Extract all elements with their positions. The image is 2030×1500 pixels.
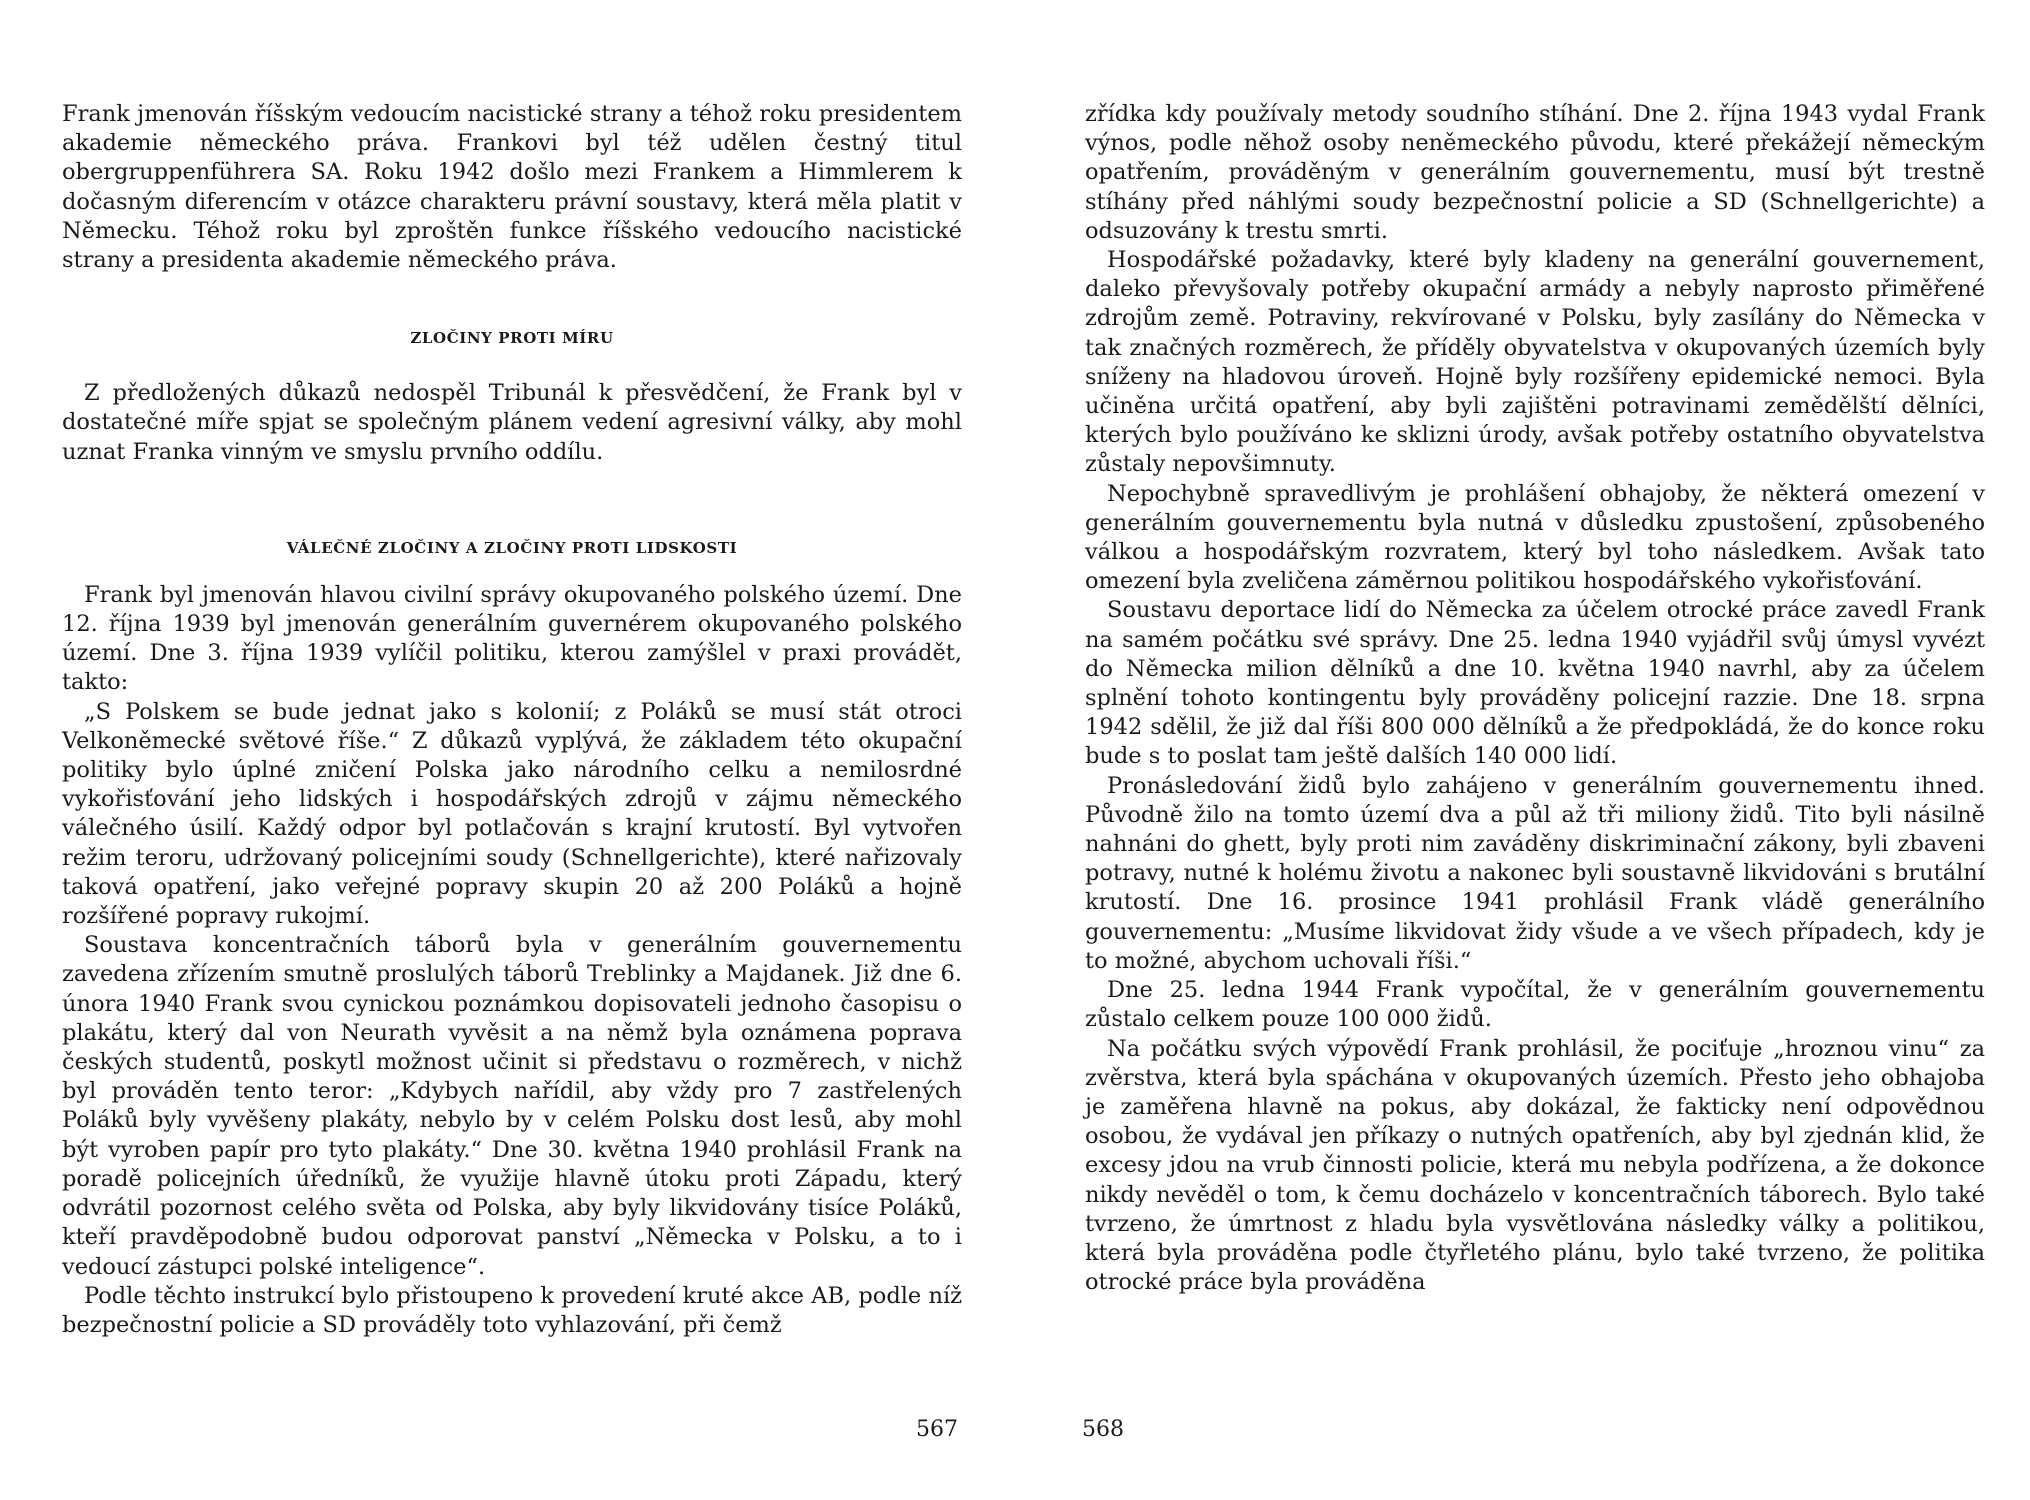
paragraph: Dne 25. ledna 1944 Frank vypočítal, že v generálním gouvernementu zůstalo celkem pouze 100 000 židů. (1085, 977, 1985, 1033)
paragraph: Z předložených důkazů nedospěl Tribunál k přesvědčení, že Frank byl v dostatečné míře spjat se společným plánem vedení agresivní války, aby mohl uznat Franka vinným ve smyslu prvního oddílu. (62, 380, 962, 465)
paragraph-continuation: zřídka kdy používaly metody soudního stíhání. Dne 2. října 1943 vydal Frank výnos, podle něhož osoby neněmeckého původu, které překážejí německým opatřením, prováděným v generálním gouvernementu, musí být trestně stíhány před náhlými soudy bezpečnostní policie a SD (Schnellgerichte) a odsuzovány k trestu smrti. (1085, 101, 1985, 244)
paragraph: Na počátku svých výpovědí Frank prohlásil, že pociťuje „hroznou vinu“ za zvěrstva, která byla spáchána v okupovaných územích. Přesto jeho obhajoba je zaměřena hlavně na pokus, aby dokázal, že fakticky není odpovědnou osobou, že vydával jen příkazy o nutných opatřeních, aby byl zjednán klid, že excesy jdou na vrub činnosti policie, která mu nebyla podřízena, a že dokonce nikdy nevěděl o tom, k čemu docházelo v koncentračních táborech. Bylo také tvrzeno, že úmrtnost z hladu byla vysvětlována následky války a politikou, která byla prováděna podle čtyřletého plánu, bylo také tvrzeno, že politika otrocké práce byla prováděna (1085, 1035, 1985, 1296)
paragraph: Nepochybně spravedlivým je prohlášení obhajoby, že některá omezení v generálním gouvernementu byla nutná v důsledku zpustošení, způsobeného válkou a hospodářským rozvratem, který byl toho následkem. Avšak tato omezení byla zveličena záměrnou politikou hospodářského vykořisťování. (1085, 480, 1985, 595)
page-number-right: 568 (1082, 1417, 1124, 1442)
right-page (1085, 100, 1985, 1297)
paragraph: Pronásledování židů bylo zahájeno v generálním gouvernementu ihned. Původně žilo na tomto území dva a půl až tři miliony židů. Tito byli násilně nahnáni do ghett, byly proti nim zaváděny diskriminační zákony, byli zbaveni potravy, nutné k holému životu a nakonec byli soustavně likvidováni s brutální krutostí. Dne 16. prosince 1941 prohlásil Frank vládě generálního gouvernementu: „Musíme likvidovat židy všude a ve všech případech, kdy je to možné, abychom uchovali říši.“ (1085, 772, 1985, 974)
left-page (62, 100, 962, 1340)
paragraph: Soustava koncentračních táborů byla v generálním gouvernementu zavedena zřízením smutně proslulých táborů Treblinky a Majdanek. Již dne 6. února 1940 Frank svou cynickou poznámkou dopisovateli jednoho časopisu o plakátu, který dal von Neurath vyvěsit a na němž byla oznámena poprava českých studentů, poskytl možnost učinit si představu o rozměrech, v nichž byl prováděn tento teror: „Kdybych nařídil, aby vždy pro 7 zastřelených Poláků byly vyvěšeny plakáty, nebylo by v celém Polsku dost lesů, aby mohl být vyroben papír pro tyto plakáty.“ Dne 30. května 1940 prohlásil Frank na poradě policejních úředníků, že využije hlavně útoku proti Západu, který odvrátil pozornost celého světa od Polska, aby byly likvidovány tisíce Poláků, kteří pravděpodobně budou odporovat panství „Německa v Polsku, a to i vedoucí zástupci polské inteligence“. (62, 932, 962, 1280)
section-heading-crimes-against-peace: ZLOČINY PROTI MÍRU (410, 329, 614, 348)
paragraph-continuation: Frank jmenován říšským vedoucím nacistické strany a téhož roku presidentem akademie německého práva. Frankovi byl též udělen čestný titul obergruppenführera SA. Roku 1942 došlo mezi Frankem a Himmlerem k dočasným diferencím v otázce charakteru právní soustavy, která měla platit v Německu. Téhož roku byl zproštěn funkce říšského vedoucího nacistické strany a presidenta akademie německého práva. (62, 101, 962, 274)
paragraph: „S Polskem se bude jednat jako s kolonií; z Poláků se musí stát otroci Velkoněmecké světové říše.“ Z důkazů vyplývá, že základem této okupační politiky bylo úplné zničení Polska jako národního celku a nemilosrdné vykořisťování jeho lidských i hospodářských zdrojů v zájmu německého válečného úsilí. Každý odpor byl potlačován s krajní krutostí. Byl vytvořen režim teroru, udržovaný policejními soudy (Schnellgerichte), které nařizovaly taková opatření, jako veřejné popravy skupin 20 až 200 Poláků a hojně rozšířené popravy rukojmí. (62, 698, 962, 930)
paragraph: Hospodářské požadavky, které byly kladeny na generální gouvernement, daleko převyšovaly potřeby okupační armády a nebyly naprosto přiměřené zdrojům země. Potraviny, rekvírované v Polsku, byly zasílány do Německa v tak značných rozměrech, že příděly obyvatelstva v okupovaných územích byly sníženy na hladovou úroveň. Hojně byly rozšířeny epidemické nemoci. Byla učiněna určitá opatření, aby byli zajištěni potravinami zemědělští dělníci, kterých bylo používáno ke sklizni úrody, avšak potřeby ostatního obyvatelstva zůstaly nepovšimnuty. (1085, 247, 1985, 478)
section-heading-war-crimes: VÁLEČNÉ ZLOČINY A ZLOČINY PROTI LIDSKOSTI (286, 538, 738, 557)
paragraph: Soustavu deportace lidí do Německa za účelem otrocké práce zavedl Frank na samém počátku své správy. Dne 25. ledna 1940 vyjádřil svůj úmysl vyvézt do Německa milion dělníků a dne 10. května 1940 navrhl, aby za účelem splnění tohoto kontingentu byly prováděny policejní razzie. Dne 18. srpna 1942 sdělil, že již dal říši 800 000 dělníků a že předpokládá, že do konce roku bude s to poslat tam ještě dalších 140 000 lidí. (1085, 597, 1985, 770)
paragraph: Podle těchto instrukcí bylo přistoupeno k provedení kruté akce AB, podle níž bezpečnostní policie a SD prováděly toto vyhlazování, při čemž (62, 1282, 962, 1338)
paragraph: Frank byl jmenován hlavou civilní správy okupovaného polského území. Dne 12. října 1939 byl jmenován generálním guvernérem okupovaného polského území. Dne 3. října 1939 vylíčil politiku, kterou zamýšlel v praxi provádět, takto: (62, 581, 962, 696)
page-number-left: 567 (916, 1417, 958, 1442)
